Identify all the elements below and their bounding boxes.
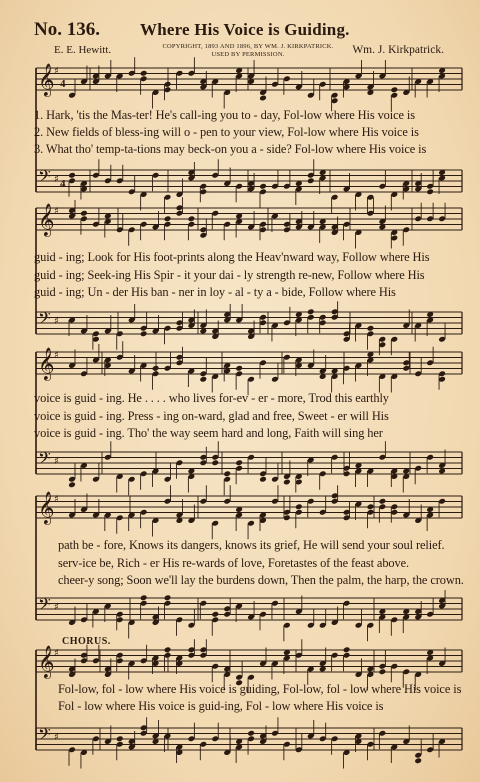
lyric-line: voice is guid - ing. He . . . . who lives for-ev - er - more, Trod this earthly (34, 391, 389, 405)
note-head (235, 459, 243, 466)
hymn-title: Where His Voice is Guiding. (140, 20, 350, 39)
sharp-icon: ♯ (54, 206, 59, 217)
bass-clef-icon: 𝄢 (38, 448, 51, 472)
time-signature: 4 (60, 78, 66, 90)
treble-clef-icon: 𝄞 (38, 203, 55, 236)
lyric-line: Fol - low where His voice is guid-ing, Fol - low where His voice is (58, 699, 384, 713)
note-head (188, 215, 196, 222)
sharp-icon: ♯ (54, 66, 59, 77)
copyright-line-1: COPYRIGHT, 1893 AND 1896, BY WM. J. KIRKPATRICK. (162, 43, 334, 50)
note-head (164, 646, 172, 653)
note-head (259, 95, 267, 102)
note-head (223, 470, 231, 477)
note-head (307, 177, 315, 184)
sharp-icon: ♯ (54, 732, 59, 743)
lyric-line: path be - fore, Knows its dangers, knows its grief, He will send your soul relief. (58, 538, 445, 552)
note-head (140, 594, 148, 601)
note-head (116, 735, 124, 742)
note-head (390, 86, 398, 93)
lyric-line: 1. Hark, 'tis the Mas-ter! He's call-ing you to - day, Fol-low where His voice is (34, 108, 415, 122)
lyric-line: voice is guid - ing. Press - ing on-ward, glad and free, Sweet - er will His (34, 409, 389, 423)
lyric-line: guid - ing; Look for His foot-prints along the Heav'nward way, Follow where His (34, 250, 430, 264)
note-head (379, 668, 387, 675)
copyright-line-2: USED BY PERMISSION. (211, 51, 285, 58)
note-head (367, 503, 375, 510)
note-head (199, 376, 207, 383)
note-head (235, 365, 243, 372)
time-signature: 4 (60, 178, 66, 190)
note-head (140, 330, 148, 337)
note-head (211, 459, 219, 466)
note-head (68, 172, 76, 179)
sharp-icon: ♯ (54, 174, 59, 185)
note-head (68, 481, 76, 488)
bass-clef-icon: 𝄢 (38, 308, 51, 332)
lyric-line: serv-ice be, Rich - er His re-wards of love, Foretastes of the feast above. (58, 556, 410, 570)
lyric-line: guid - ing; Seek-ing His Spir - it your dai - ly strength re-new, Follow where His (34, 268, 425, 282)
note-head (247, 730, 255, 737)
note-head (367, 325, 375, 332)
lyric-line: 3. What tho' temp-ta-tions may beck-on you a - side? Fol-low where His voice is (34, 142, 427, 156)
sharp-icon: ♯ (54, 350, 59, 361)
sharp-icon: ♯ (54, 602, 59, 613)
sharp-icon: ♯ (54, 456, 59, 467)
note-head (426, 188, 434, 195)
note-head (152, 365, 160, 372)
lyric-line: voice is guid - ing. Tho' the way seem hard and long, Faith will sing her (34, 426, 383, 440)
note-head (211, 611, 219, 618)
chorus-label: CHORUS. (62, 636, 111, 647)
treble-clef-icon: 𝄞 (38, 347, 55, 380)
note-head (414, 757, 422, 764)
sharp-icon: ♯ (54, 316, 59, 327)
treble-clef-icon: 𝄞 (38, 491, 55, 524)
note-head (295, 503, 303, 510)
note-head (343, 646, 351, 653)
composer: Wm. J. Kirkpatrick. (352, 44, 444, 56)
note-head (379, 498, 387, 505)
sharp-icon: ♯ (54, 494, 59, 505)
note-head (80, 210, 88, 217)
sharp-icon: ♯ (54, 648, 59, 659)
note-head (164, 215, 172, 222)
treble-clef-icon: 𝄞 (38, 645, 55, 678)
lyric-line: 2. New fields of bless-ing will o - pen to your view, Fol-low where His voice is (34, 125, 419, 139)
lyric-line: Fol-low, fol - low where His voice is guiding, Fol-low, fol - low where His voice is (58, 682, 462, 696)
treble-clef-icon: 𝄞 (38, 63, 55, 96)
note-head (307, 308, 315, 315)
bass-clef-icon: 𝄢 (38, 166, 51, 190)
note-head (259, 183, 267, 190)
bass-clef-icon: 𝄢 (38, 724, 51, 748)
note-head (283, 479, 291, 486)
lyricist: E. E. Hewitt. (54, 44, 112, 56)
bass-clef-icon: 𝄢 (38, 594, 51, 618)
lyric-line: guid - ing; Un - der His ban - ner in loy - al - ty a - bide, Follow where His (34, 285, 396, 299)
lyric-line: cheer-y song; Soon we'll lay the burdens down, Then the palm, the harp, the crown. (58, 573, 464, 587)
note-head (164, 594, 172, 601)
hymn-number: No. 136. (34, 19, 100, 40)
note-head (259, 476, 267, 483)
note-head (140, 70, 148, 77)
